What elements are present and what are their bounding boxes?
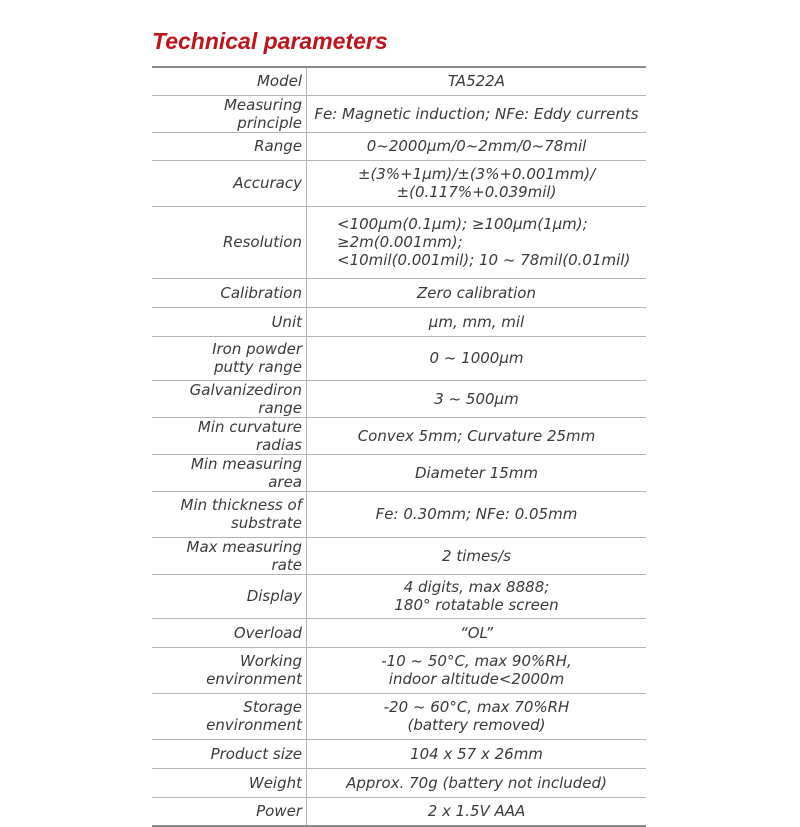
row-value: 2 times/s [307,537,647,574]
row-value: Zero calibration [307,278,647,307]
row-label: Resolution [152,206,307,278]
row-value: 0~2000μm/0~2mm/0~78mil [307,132,647,160]
row-label: Model [152,67,307,95]
row-value: Approx. 70g (battery not included) [307,768,647,797]
table-row [152,647,646,693]
row-label: Min thickness of substrate [152,491,307,537]
row-value: 104 x 57 x 26mm [307,739,647,768]
row-label: Min measuring area [152,454,307,491]
page-title: Technical parameters [152,28,388,54]
row-label: Storage environment [152,693,307,739]
table-row [152,132,646,160]
row-value: 0 ~ 1000μm [307,336,647,380]
row-value: Fe: 0.30mm; NFe: 0.05mm [307,491,647,537]
row-value: “OL” [307,618,647,647]
row-value: Diameter 15mm [307,454,647,491]
row-label: Max measuring rate [152,537,307,574]
table-row [152,307,646,336]
row-label: Calibration [152,278,307,307]
row-label: Accuracy [152,160,307,206]
table-row [152,537,646,574]
row-label: Overload [152,618,307,647]
table-row [152,336,646,380]
row-value: 4 digits, max 8888; 180° rotatable screen [307,574,647,618]
row-label: Galvanizediron range [152,380,307,417]
row-value: -20 ~ 60°C, max 70%RH (battery removed) [307,693,647,739]
row-label: Power [152,797,307,826]
technical-parameters-table [152,66,646,827]
row-value: TA522A [448,72,505,91]
row-label: Iron powder putty range [152,336,307,380]
table-row [152,574,646,618]
row-label: Working environment [152,647,307,693]
table-row [152,739,646,768]
table-row [152,67,646,95]
row-value: <100μm(0.1μm); ≥100μm(1μm); ≥2m(0.001mm); <10mil(0.001mil); 10 ~ 78mil(0.01mil) [307,206,647,278]
row-value: ±(3%+1μm)/±(3%+0.001mm)/ ±(0.117%+0.039mil) [307,160,647,206]
row-value: Convex 5mm; Curvature 25mm [307,417,647,454]
row-label: Display [152,574,307,618]
table-row [152,278,646,307]
row-value: μm, mm, mil [307,307,647,336]
table-row [152,380,646,417]
row-label: Range [152,132,307,160]
table-row [152,160,646,206]
row-value: 2 x 1.5V AAA [307,797,647,826]
table-row [152,95,646,132]
table-row [152,693,646,739]
row-value: Fe: Magnetic induction; NFe: Eddy currents [307,95,647,132]
row-label: Min curvature radias [152,417,307,454]
table-row [152,454,646,491]
row-label: Unit [152,307,307,336]
table-row [152,491,646,537]
table-row [152,768,646,797]
row-value: 3 ~ 500μm [307,380,647,417]
row-label: Weight [152,768,307,797]
table-row [152,417,646,454]
row-label: Measuring principle [152,95,307,132]
table-row [152,618,646,647]
table-row [152,797,646,826]
row-value: -10 ~ 50°C, max 90%RH, indoor altitude<2000m [307,647,647,693]
table-row [152,206,646,278]
row-label: Product size [152,739,307,768]
